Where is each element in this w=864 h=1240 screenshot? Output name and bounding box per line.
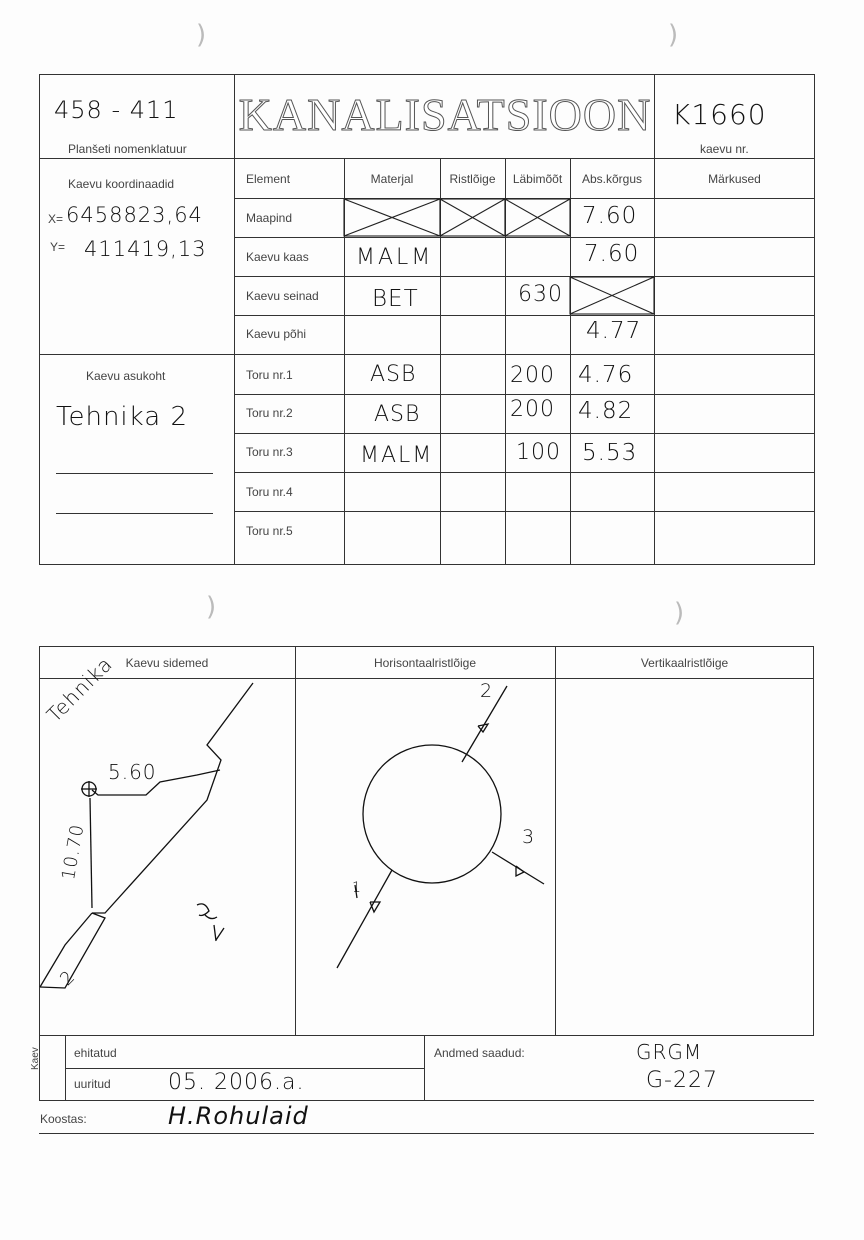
table-row-element: Toru nr.1 [246, 368, 293, 382]
pipe-2-label: 2 [480, 680, 494, 702]
data-from-value-1: GRGM [636, 1040, 703, 1064]
compiled-label: Koostas: [40, 1112, 87, 1126]
punch-mark: ) [674, 598, 685, 628]
table-row-element: Toru nr.4 [246, 485, 293, 499]
cell-height: 4.76 [578, 362, 634, 388]
punch-mark: ) [196, 20, 207, 50]
sketch-number-label: 2 [56, 966, 80, 990]
cell-diameter: 630 [518, 282, 563, 307]
well-side-label: Kaev [30, 1047, 41, 1070]
cell-height: 7.60 [582, 203, 638, 229]
table-row-element: Kaevu põhi [246, 327, 307, 341]
col-header-diameter: Läbimõõt [512, 172, 563, 186]
table-row-element: Toru nr.5 [246, 524, 293, 538]
x-prefix: X= [48, 212, 64, 226]
col-header-notes: Märkused [708, 172, 761, 186]
sketch-distance-label: 10.70 [58, 822, 89, 882]
cell-height: 7.60 [584, 241, 640, 267]
cell-material: ASB [370, 362, 417, 387]
table-row-element: Toru nr.2 [246, 406, 293, 420]
data-from-value-2: G-227 [646, 1068, 718, 1093]
sketch-height-label: 5.60 [108, 760, 157, 784]
table-row-element: Toru nr.3 [246, 445, 293, 459]
sketch-street-label: Tehnika [42, 651, 118, 727]
connections-label: Kaevu sidemed [125, 656, 209, 670]
data-from-label: Andmed saadud: [434, 1046, 525, 1060]
coordinates-label: Kaevu koordinaadid [68, 177, 175, 191]
cell-material: ASB [374, 402, 421, 427]
well-number-value: K1660 [672, 98, 767, 131]
cell-height: 4.82 [578, 398, 634, 424]
page-title: KANALISATSIOON [238, 89, 652, 140]
col-header-element: Element [246, 172, 291, 186]
table-row-element: Maapind [246, 211, 293, 225]
cell-material: MALM [356, 245, 434, 270]
horizontal-section-label: Horisontaalristlõige [373, 656, 477, 670]
punch-mark: ) [668, 20, 679, 50]
cell-material: BET [372, 286, 419, 312]
x-coordinate: 6458823,64 [66, 203, 203, 227]
pipe-1-label: 1 [352, 880, 362, 896]
table-row-element: Kaevu seinad [246, 289, 319, 303]
nomenclature-value: 458 - 411 [54, 96, 179, 124]
compiled-value: H.Rohulaid [168, 1102, 309, 1130]
surveyed-value: 05. 2006.a. [168, 1070, 305, 1095]
cell-material: MALM [360, 443, 434, 468]
col-header-material: Materjal [370, 172, 414, 186]
punch-mark: ) [206, 592, 217, 622]
cell-diameter: 200 [510, 363, 555, 388]
vertical-section-label: Vertikaalristlõige [640, 656, 729, 670]
cell-height: 4.77 [586, 318, 642, 344]
col-header-height: Abs.kõrgus [581, 172, 643, 186]
well-number-label: kaevu nr. [700, 142, 749, 156]
cell-diameter: 100 [516, 440, 561, 465]
nomenclature-label: Planšeti nomenklatuur [68, 142, 187, 156]
table-row-element: Kaevu kaas [246, 250, 309, 264]
y-prefix: Y= [50, 240, 66, 254]
location-label: Kaevu asukoht [86, 369, 166, 383]
cell-diameter: 200 [510, 397, 555, 422]
col-header-section: Ristlõige [449, 172, 496, 186]
y-coordinate: 411419,13 [84, 237, 207, 261]
surveyed-label: uuritud [74, 1077, 111, 1091]
location-value: Tehnika 2 [56, 402, 188, 432]
built-label: ehitatud [74, 1046, 117, 1060]
pipe-3-label: 3 [522, 826, 536, 848]
cell-height: 5.53 [582, 440, 638, 466]
